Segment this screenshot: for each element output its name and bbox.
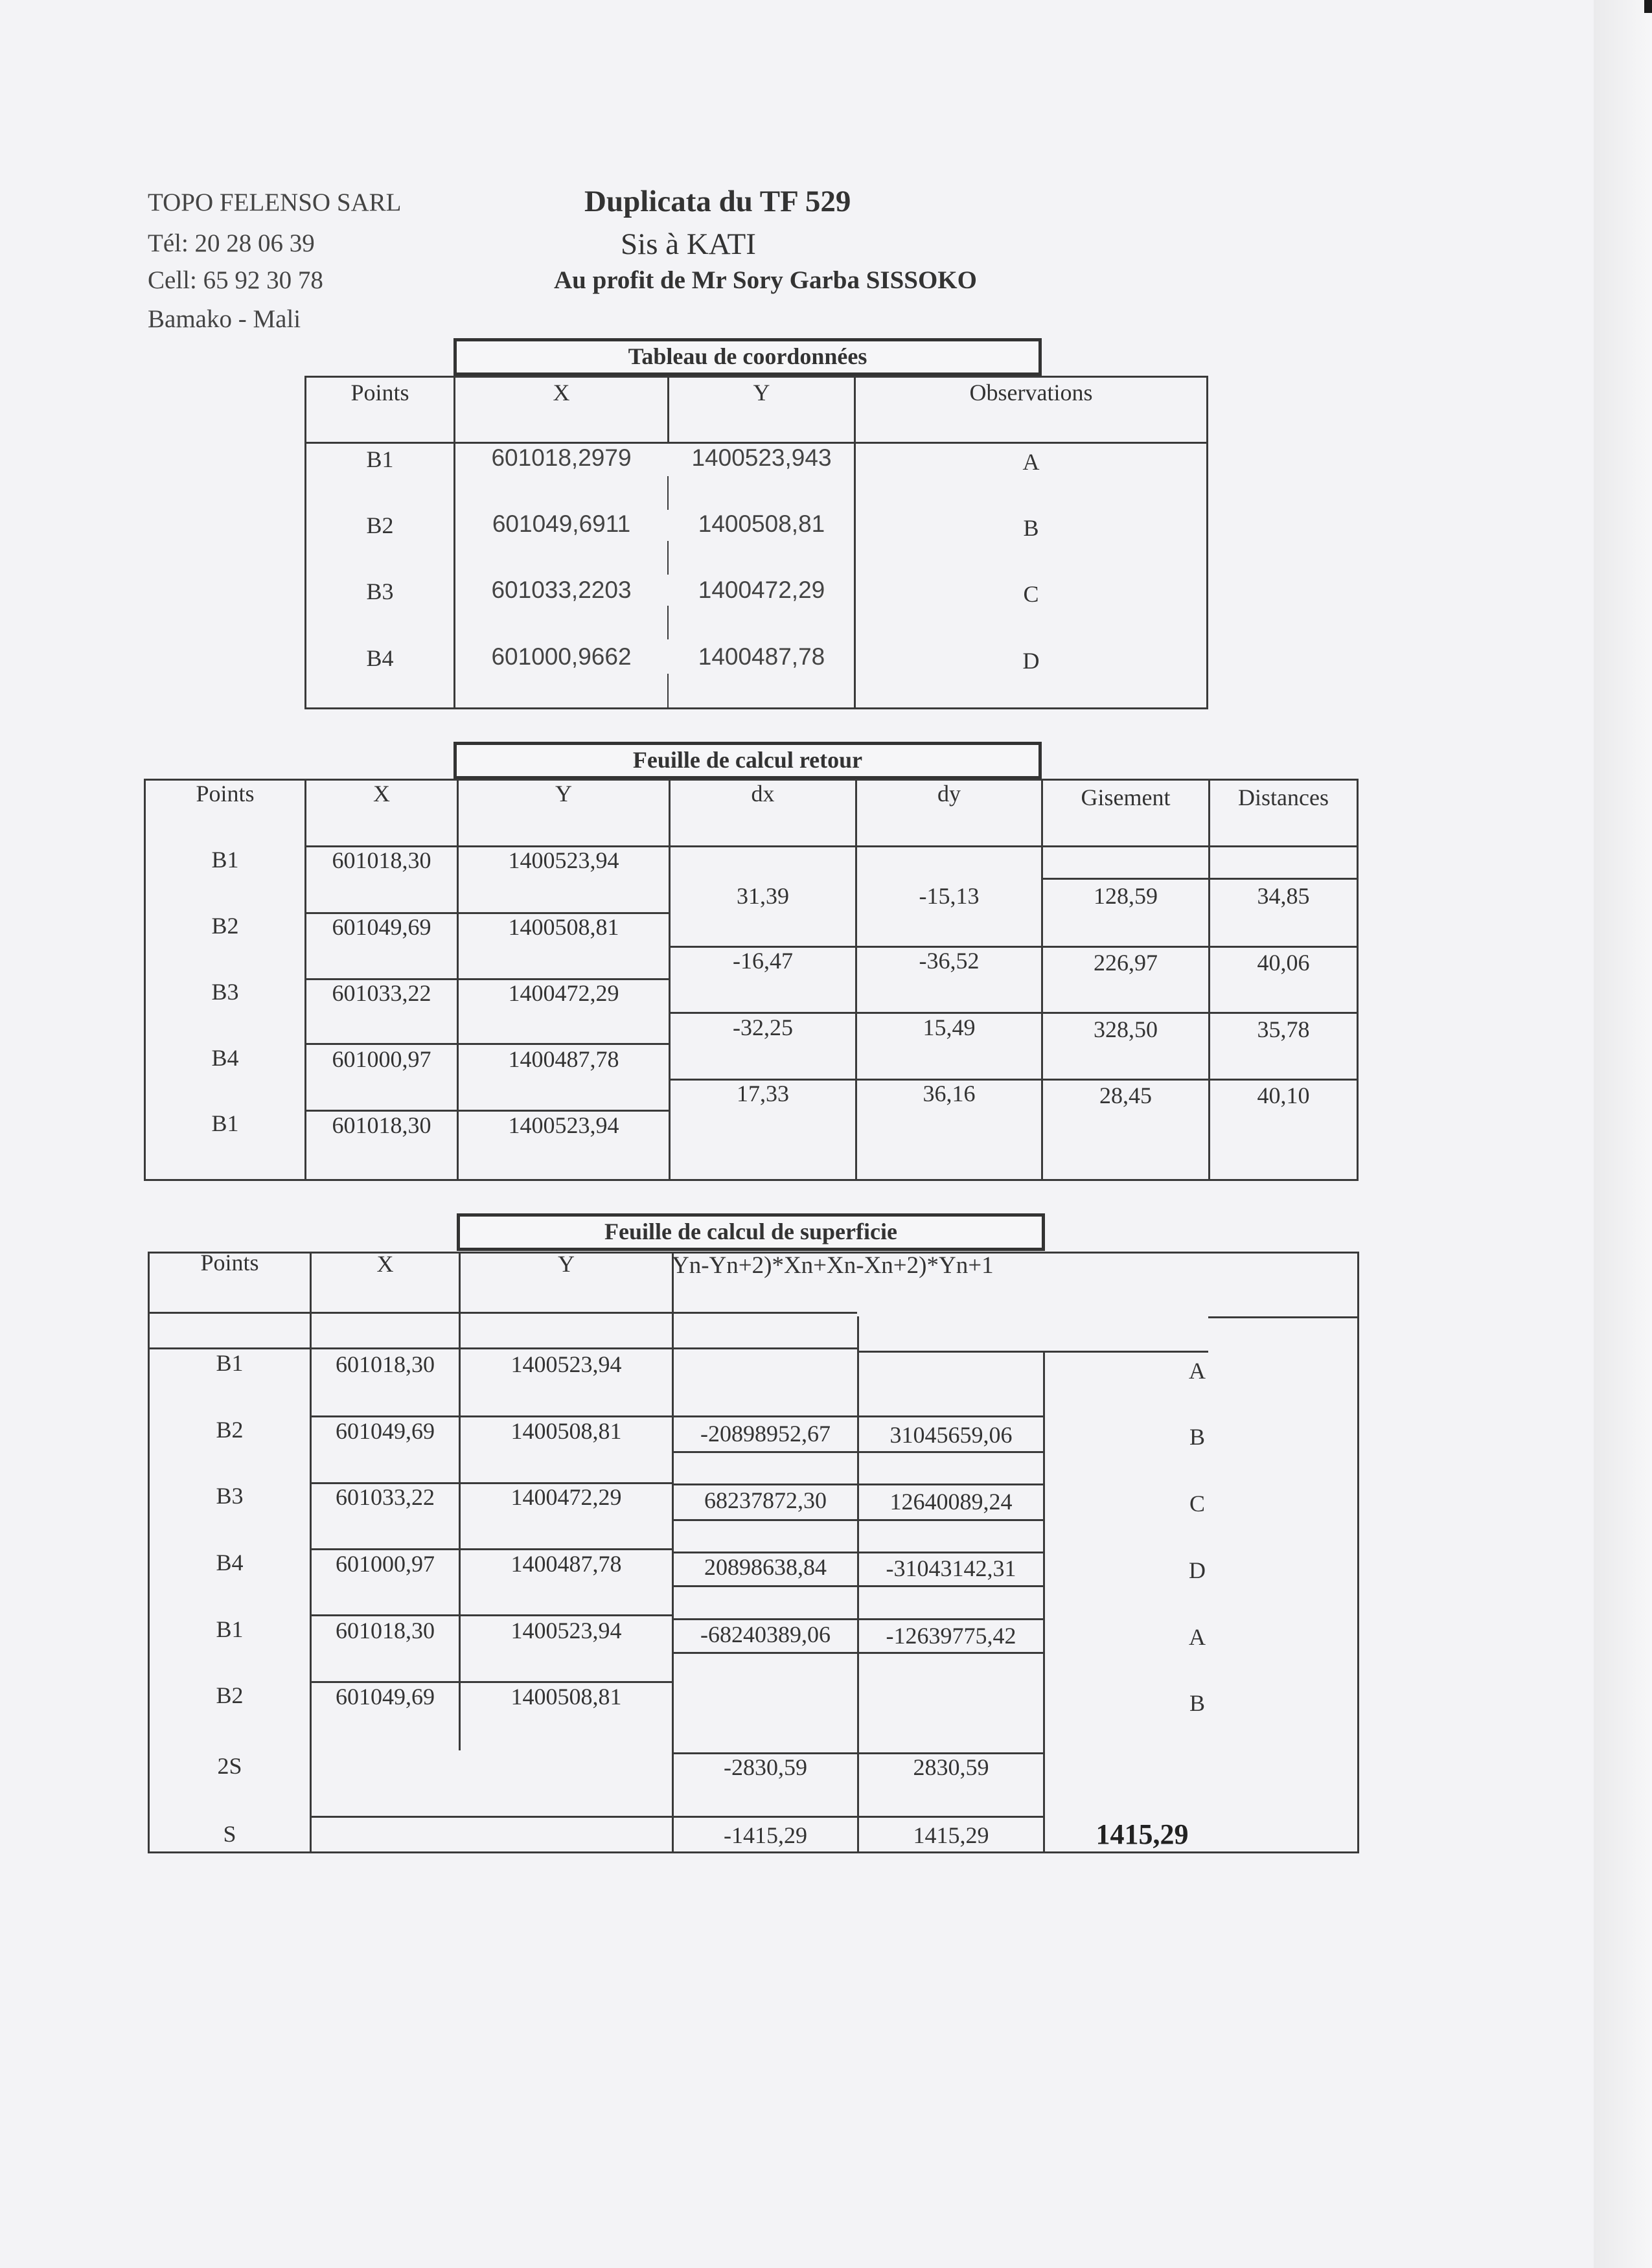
retour-distance: 40,06: [1257, 950, 1310, 976]
table-border-line: [148, 1851, 1359, 1853]
company-tel: Tél: 20 28 06 39: [148, 229, 315, 257]
retour-header-y: Y: [555, 781, 572, 807]
coords-header-points: Points: [350, 380, 409, 406]
retour-point: B1: [211, 847, 239, 873]
superficie-formula: Yn-Yn+2)*Xn+Xn-Xn+2)*Yn+1: [672, 1252, 994, 1279]
table-border-line: [672, 1652, 1043, 1654]
retour-y: 1400472,29: [508, 980, 619, 1006]
table-border-line: [672, 1483, 1043, 1485]
superficie-product-b: 31045659,06: [889, 1422, 1013, 1448]
retour-dx: 31,39: [737, 883, 789, 909]
superficie-2s-label: 2S: [217, 1753, 242, 1779]
table-border-line: [304, 707, 1208, 709]
coords-obs: D: [1022, 648, 1040, 674]
retour-x: 601018,30: [332, 1112, 431, 1138]
document-beneficiary: Au profit de Mr Sory Garba SISSOKO: [554, 266, 977, 294]
retour-x: 601000,97: [332, 1046, 431, 1072]
retour-dy: -15,13: [919, 883, 980, 909]
coords-header-y: Y: [753, 380, 770, 406]
coords-header-observations: Observations: [969, 380, 1093, 406]
coords-y: 1400487,78: [698, 643, 825, 670]
page-edge-shadow: [1594, 0, 1652, 2268]
table-border-line: [672, 1451, 1043, 1453]
superficie-y: 1400472,29: [511, 1484, 622, 1510]
company-name: TOPO FELENSO SARL: [148, 189, 402, 216]
table-border-line: [857, 1351, 1045, 1353]
table-border-line: [1208, 1316, 1359, 1318]
table-border-line: [304, 376, 1208, 378]
table-border-line: [667, 606, 669, 639]
table-border-line: [667, 541, 669, 575]
superficie-point: B2: [216, 1417, 244, 1443]
superficie-header-x: X: [376, 1251, 394, 1277]
table-border-line: [304, 442, 1208, 444]
superficie-product-a: 20898638,84: [704, 1554, 827, 1580]
superficie-product-a: 68237872,30: [704, 1487, 827, 1513]
table-border-line: [672, 1618, 1043, 1620]
coords-point: B4: [366, 645, 394, 671]
superficie-letter: B: [1189, 1690, 1205, 1716]
table-border-line: [1208, 779, 1210, 1181]
coords-x: 601000,9662: [491, 643, 632, 670]
superficie-y: 1400523,94: [511, 1618, 622, 1644]
company-cell: Cell: 65 92 30 78: [148, 266, 323, 294]
superficie-letter: C: [1189, 1491, 1205, 1517]
superficie-header-points: Points: [200, 1250, 259, 1276]
retour-dx: -16,47: [733, 948, 793, 974]
coords-x: 601049,6911: [492, 510, 631, 537]
table-border-line: [1206, 376, 1208, 709]
superficie-y: 1400508,81: [511, 1418, 622, 1444]
document-location: Sis à KATI: [621, 227, 756, 261]
table-border-line: [672, 1519, 1043, 1521]
coords-point: B3: [366, 578, 394, 604]
retour-x: 601033,22: [332, 980, 431, 1006]
superficie-y: 1400523,94: [511, 1351, 622, 1377]
superficie-product-b: 12640089,24: [889, 1489, 1013, 1515]
retour-dx: -32,25: [733, 1014, 793, 1040]
retour-dy: 15,49: [923, 1014, 976, 1040]
superficie-product-a: -20898952,67: [700, 1421, 831, 1447]
retour-gisement: 28,45: [1099, 1082, 1152, 1108]
coords-y: 1400523,943: [691, 444, 832, 471]
retour-distance: 34,85: [1257, 883, 1310, 909]
retour-dy: -36,52: [919, 948, 980, 974]
superficie-table-caption: Feuille de calcul de superficie: [457, 1213, 1045, 1251]
coords-obs: B: [1023, 515, 1039, 541]
table-border-line: [1043, 1351, 1045, 1853]
superficie-letter: D: [1189, 1557, 1206, 1583]
retour-header-dy: dy: [937, 781, 961, 807]
superficie-x: 601000,97: [336, 1551, 435, 1577]
retour-y: 1400523,94: [508, 847, 619, 873]
coords-obs: C: [1023, 581, 1039, 607]
table-border-line: [310, 1614, 672, 1616]
superficie-point: B3: [216, 1483, 244, 1509]
table-border-line: [1357, 1252, 1359, 1853]
superficie-product-b: -31043142,31: [886, 1555, 1016, 1581]
retour-header-x: X: [373, 781, 390, 807]
retour-dy: 36,16: [923, 1081, 976, 1106]
page-corner-mark: [1644, 0, 1652, 13]
superficie-point: B2: [216, 1682, 244, 1708]
superficie-x: 601049,69: [336, 1418, 435, 1444]
retour-y: 1400508,81: [508, 914, 619, 940]
superficie-letter: A: [1189, 1624, 1206, 1650]
coords-table-caption: Tableau de coordonnées: [453, 338, 1042, 376]
superficie-s-a: -1415,29: [724, 1822, 807, 1848]
table-border-line: [1041, 878, 1359, 880]
table-border-line: [148, 1312, 857, 1314]
retour-x: 601049,69: [332, 914, 431, 940]
retour-point: B4: [211, 1045, 239, 1071]
superficie-product-b: -12639775,42: [886, 1623, 1016, 1649]
superficie-product-a: -68240389,06: [700, 1621, 831, 1647]
retour-header-points: Points: [196, 781, 255, 807]
superficie-x: 601018,30: [336, 1351, 435, 1377]
superficie-header-y: Y: [558, 1251, 575, 1277]
retour-header-gisement: Gisement: [1081, 785, 1171, 810]
retour-y: 1400487,78: [508, 1046, 619, 1072]
table-border-line: [855, 779, 857, 1181]
retour-x: 601018,30: [332, 847, 431, 873]
superficie-letter: B: [1189, 1424, 1205, 1450]
coords-point: B1: [366, 446, 394, 472]
coords-y: 1400508,81: [698, 510, 825, 537]
table-border-line: [310, 1816, 1043, 1818]
superficie-y: 1400487,78: [511, 1551, 622, 1577]
table-border-line: [1357, 779, 1359, 1181]
table-border-line: [672, 1415, 1043, 1417]
coords-header-x: X: [553, 380, 570, 406]
superficie-s-label: S: [223, 1821, 236, 1847]
superficie-letter: A: [1189, 1358, 1206, 1384]
superficie-2s-b: 2830,59: [913, 1754, 989, 1780]
retour-gisement: 328,50: [1094, 1016, 1158, 1042]
table-border-line: [667, 476, 669, 510]
table-border-line: [304, 1043, 671, 1045]
superficie-point: B1: [216, 1616, 244, 1642]
superficie-x: 601033,22: [336, 1484, 435, 1510]
coords-x: 601033,2203: [491, 577, 632, 603]
superficie-x: 601018,30: [336, 1618, 435, 1644]
superficie-x: 601049,69: [336, 1684, 435, 1710]
superficie-s-b: 1415,29: [913, 1822, 989, 1848]
superficie-result: 1415,29: [1096, 1818, 1189, 1850]
superficie-point: B4: [216, 1550, 244, 1575]
table-border-line: [667, 674, 669, 707]
table-border-line: [1045, 1351, 1208, 1353]
retour-y: 1400523,94: [508, 1112, 619, 1138]
table-border-line: [672, 1585, 1043, 1587]
retour-dx: 17,33: [737, 1081, 789, 1106]
retour-table-caption: Feuille de calcul retour: [453, 742, 1042, 779]
coords-obs: A: [1022, 449, 1040, 475]
retour-distance: 40,10: [1257, 1082, 1310, 1108]
superficie-point: B1: [216, 1350, 244, 1376]
retour-point: B3: [211, 979, 239, 1005]
coords-point: B2: [366, 512, 394, 538]
superficie-2s-a: -2830,59: [724, 1754, 807, 1780]
retour-point: B2: [211, 913, 239, 939]
table-border-line: [144, 1179, 1359, 1181]
document-title: Duplicata du TF 529: [584, 185, 851, 218]
retour-gisement: 226,97: [1094, 950, 1158, 976]
retour-gisement: 128,59: [1094, 883, 1158, 909]
retour-header-dx: dx: [751, 781, 775, 807]
coords-y: 1400472,29: [698, 577, 825, 603]
table-border-line: [1041, 779, 1043, 1181]
superficie-y: 1400508,81: [511, 1684, 622, 1710]
company-city: Bamako - Mali: [148, 305, 301, 333]
retour-distance: 35,78: [1257, 1016, 1310, 1042]
retour-point: B1: [211, 1110, 239, 1136]
retour-header-distances: Distances: [1238, 785, 1329, 810]
coords-x: 601018,2979: [491, 444, 632, 471]
